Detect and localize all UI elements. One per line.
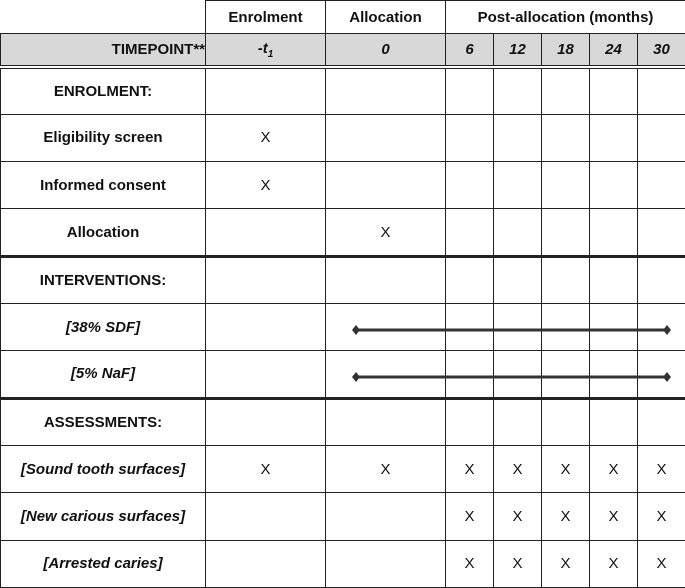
sound-month-30-mark: X (638, 445, 685, 492)
section-assessments-row (1, 398, 685, 445)
new-carious-row (1, 493, 685, 540)
timepoint-allocation: 0 (326, 34, 446, 67)
timepoint-month-24: 24 (590, 34, 638, 67)
header-post-allocation: Post-allocation (months) (446, 1, 685, 34)
allocation-row (1, 209, 685, 256)
allocation-label: Allocation (1, 209, 206, 256)
section-enrolment-label: ENROLMENT: (1, 67, 206, 114)
sdf-label: [38% SDF] (1, 304, 206, 351)
eligibility-enrolment-mark: X (206, 114, 326, 161)
timepoint-month-30: 30 (638, 34, 685, 67)
sound-enrolment-mark: X (206, 445, 326, 492)
arrested-label: [Arrested caries] (1, 540, 206, 587)
header-blank (1, 1, 206, 34)
arrested-month-30-mark: X (638, 540, 685, 587)
arrested-month-12-mark: X (494, 540, 542, 587)
new-carious-month-18-mark: X (542, 493, 590, 540)
consent-enrolment-mark: X (206, 162, 326, 209)
timepoint-month-18: 18 (542, 34, 590, 67)
header-row (1, 1, 685, 34)
sound-label: [Sound tooth surfaces] (1, 445, 206, 492)
timepoint-row (1, 34, 685, 67)
allocation-allocation-mark: X (326, 209, 446, 256)
sound-month-6-mark: X (446, 445, 494, 492)
sound-row (1, 445, 685, 492)
section-interventions-row (1, 256, 685, 303)
section-interventions-label: INTERVENTIONS: (1, 256, 206, 303)
naf-label: [5% NaF] (1, 351, 206, 398)
section-enrolment-row (1, 67, 685, 114)
arrested-row (1, 540, 685, 587)
sound-month-18-mark: X (542, 445, 590, 492)
section-assessments-label: ASSESSMENTS: (1, 398, 206, 445)
header-enrolment: Enrolment (206, 1, 326, 34)
sound-month-12-mark: X (494, 445, 542, 492)
new-carious-month-6-mark: X (446, 493, 494, 540)
new-carious-month-24-mark: X (590, 493, 638, 540)
header-allocation: Allocation (326, 1, 446, 34)
arrested-month-18-mark: X (542, 540, 590, 587)
arrested-month-6-mark: X (446, 540, 494, 587)
timepoint-month-12: 12 (494, 34, 542, 67)
consent-label: Informed consent (1, 162, 206, 209)
sound-allocation-mark: X (326, 445, 446, 492)
consent-row (1, 162, 685, 209)
eligibility-row (1, 114, 685, 161)
naf-row (1, 351, 685, 398)
new-carious-label: [New carious surfaces] (1, 493, 206, 540)
timepoint-label: TIMEPOINT** (1, 34, 206, 67)
new-carious-month-12-mark: X (494, 493, 542, 540)
sound-month-24-mark: X (590, 445, 638, 492)
new-carious-month-30-mark: X (638, 493, 685, 540)
timepoint-month-6: 6 (446, 34, 494, 67)
arrested-month-24-mark: X (590, 540, 638, 587)
timepoint-enrolment: $-t_1$ (206, 34, 326, 67)
eligibility-label: Eligibility screen (1, 114, 206, 161)
sdf-row (1, 304, 685, 351)
